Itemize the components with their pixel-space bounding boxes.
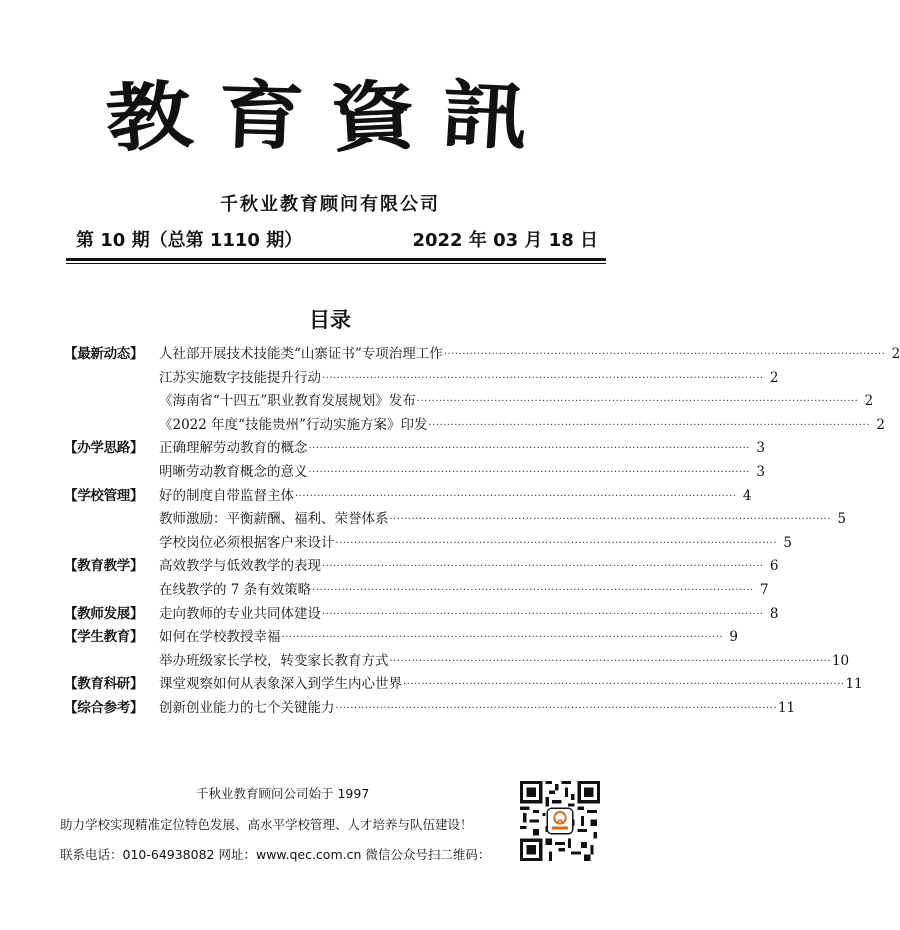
toc-leader-dots: ························································································································ [403,679,845,691]
masthead-char: 教 [102,69,222,164]
toc-entry [64,343,900,367]
toc-entry [64,626,738,650]
issue-number: 第 10 期（总第 1110 期） [76,230,303,251]
masthead-char: 資 [327,70,445,163]
toc-entry [64,650,850,674]
footer-founded: 千秋业教育顾问公司始于 1997 [196,786,370,801]
toc-entry-title: 《2022 年度“技能贵州”行动实施方案》印发 [159,416,428,433]
toc-page-number: 9 [729,629,738,646]
toc-entry [64,603,779,627]
toc-page-number: 2 [876,416,885,433]
toc-entry-title: 教师激励：平衡薪酬、福利、荣誉体系 [159,511,389,528]
toc-leader-dots: ························································································································ [295,490,737,502]
table-of-contents [64,343,900,721]
toc-entry-title: 创新创业能力的七个关键能力 [159,699,335,716]
toc-page-number: 6 [769,558,779,575]
toc-category: 【办学思路】 [64,440,144,457]
toc-leader-dots: ························································································································ [416,396,859,408]
toc-entry-title: 举办班级家长学校，转变家长教育方式 [159,652,389,669]
toc-entry-title: 走向教师的专业共同体建设 [159,605,321,622]
toc-entry [64,414,885,438]
toc-entry [64,555,779,579]
toc-leader-dots: ························································································································ [335,702,777,714]
footer-contact: 联系电话：010-64938082 网址：www.qec.com.cn 微信公众号扫二维码： [60,847,491,862]
toc-entry-title: 在线教学的 7 条有效策略 [159,581,312,598]
toc-leader-dots: ························································································································ [389,655,831,667]
header-rule [66,258,606,264]
toc-entry [64,673,863,697]
toc-category: 【学生教育】 [64,629,144,646]
toc-entry-title: 学校岗位必须根据客户来设计 [159,534,335,551]
toc-entry-title: 高效教学与低效教学的表现 [159,558,321,575]
toc-page-number: 8 [769,605,779,622]
toc-entry [64,579,769,603]
masthead-title [0,69,660,164]
qr-code-icon [520,781,600,861]
toc-entry [64,461,765,485]
toc-category: 【最新动态】 [64,346,144,362]
toc-leader-dots: ························································································································ [428,419,870,431]
toc-category: 【教育科研】 [64,676,144,693]
toc-leader-dots: ························································································································ [443,349,886,360]
toc-page-number: 3 [756,440,765,457]
toc-leader-dots: ························································································································ [322,372,764,384]
toc-page-number: 10 [831,652,850,669]
toc-entry-title: 明晰劳动教育概念的意义 [159,463,308,480]
toc-entry [64,367,779,391]
company-name: 千秋业教育顾问有限公司 [220,194,440,215]
toc-leader-dots: ························································································································ [312,584,754,596]
toc-entry-title: 好的制度自带监督主体 [159,487,294,504]
toc-page-number: 7 [760,581,769,598]
toc-entry-title: 人社部开展技术技能类“山寨证书”专项治理工作 [159,346,443,362]
toc-category: 【教师发展】 [64,605,144,622]
toc-category: 【综合参考】 [64,699,144,716]
toc-leader-dots: ························································································································ [308,466,750,478]
toc-entry [64,390,874,414]
toc-entry [64,508,846,532]
toc-entry [64,437,765,461]
toc-entry-title: 正确理解劳动教育的概念 [159,440,308,457]
toc-category: 【学校管理】 [64,487,144,504]
masthead-char: 育 [216,71,332,162]
toc-entry-title: 江苏实施数字技能提升行动 [159,369,321,386]
toc-entry [64,485,752,509]
toc-leader-dots: ························································································································ [281,632,723,644]
toc-page-number: 5 [783,534,792,551]
toc-entry-title: 如何在学校教授幸福 [159,629,281,646]
toc-page-number: 5 [837,511,846,528]
toc-entry-title: 《海南省“十四五”职业教育发展规划》发布 [159,393,416,410]
toc-leader-dots: ························································································································ [389,514,831,526]
toc-category: 【教育教学】 [64,558,144,575]
toc-entry [64,532,792,556]
toc-page-number: 2 [769,369,779,386]
footer-slogan: 助力学校实现精准定位特色发展、高水平学校管理、人才培养与队伍建设！ [60,817,473,832]
issue-date: 2022 年 03 月 18 日 [412,230,598,251]
toc-entry [64,697,796,721]
toc-leader-dots: ························································································································ [322,608,764,620]
toc-page-number: 2 [864,393,874,410]
masthead-char: 訊 [439,70,557,163]
toc-page-number: 3 [756,463,765,480]
toc-title: 目录 [309,308,351,332]
toc-page-number: 4 [742,487,752,504]
toc-leader-dots: ························································································································ [322,561,764,573]
toc-leader-dots: ························································································································ [335,537,777,549]
toc-entry-title: 课堂观察如何从表象深入到学生内心世界 [159,676,402,693]
toc-page-number: 11 [845,676,863,693]
toc-page-number: 11 [777,699,796,716]
toc-leader-dots: ························································································································ [308,443,750,455]
toc-page-number: 2 [891,346,900,362]
